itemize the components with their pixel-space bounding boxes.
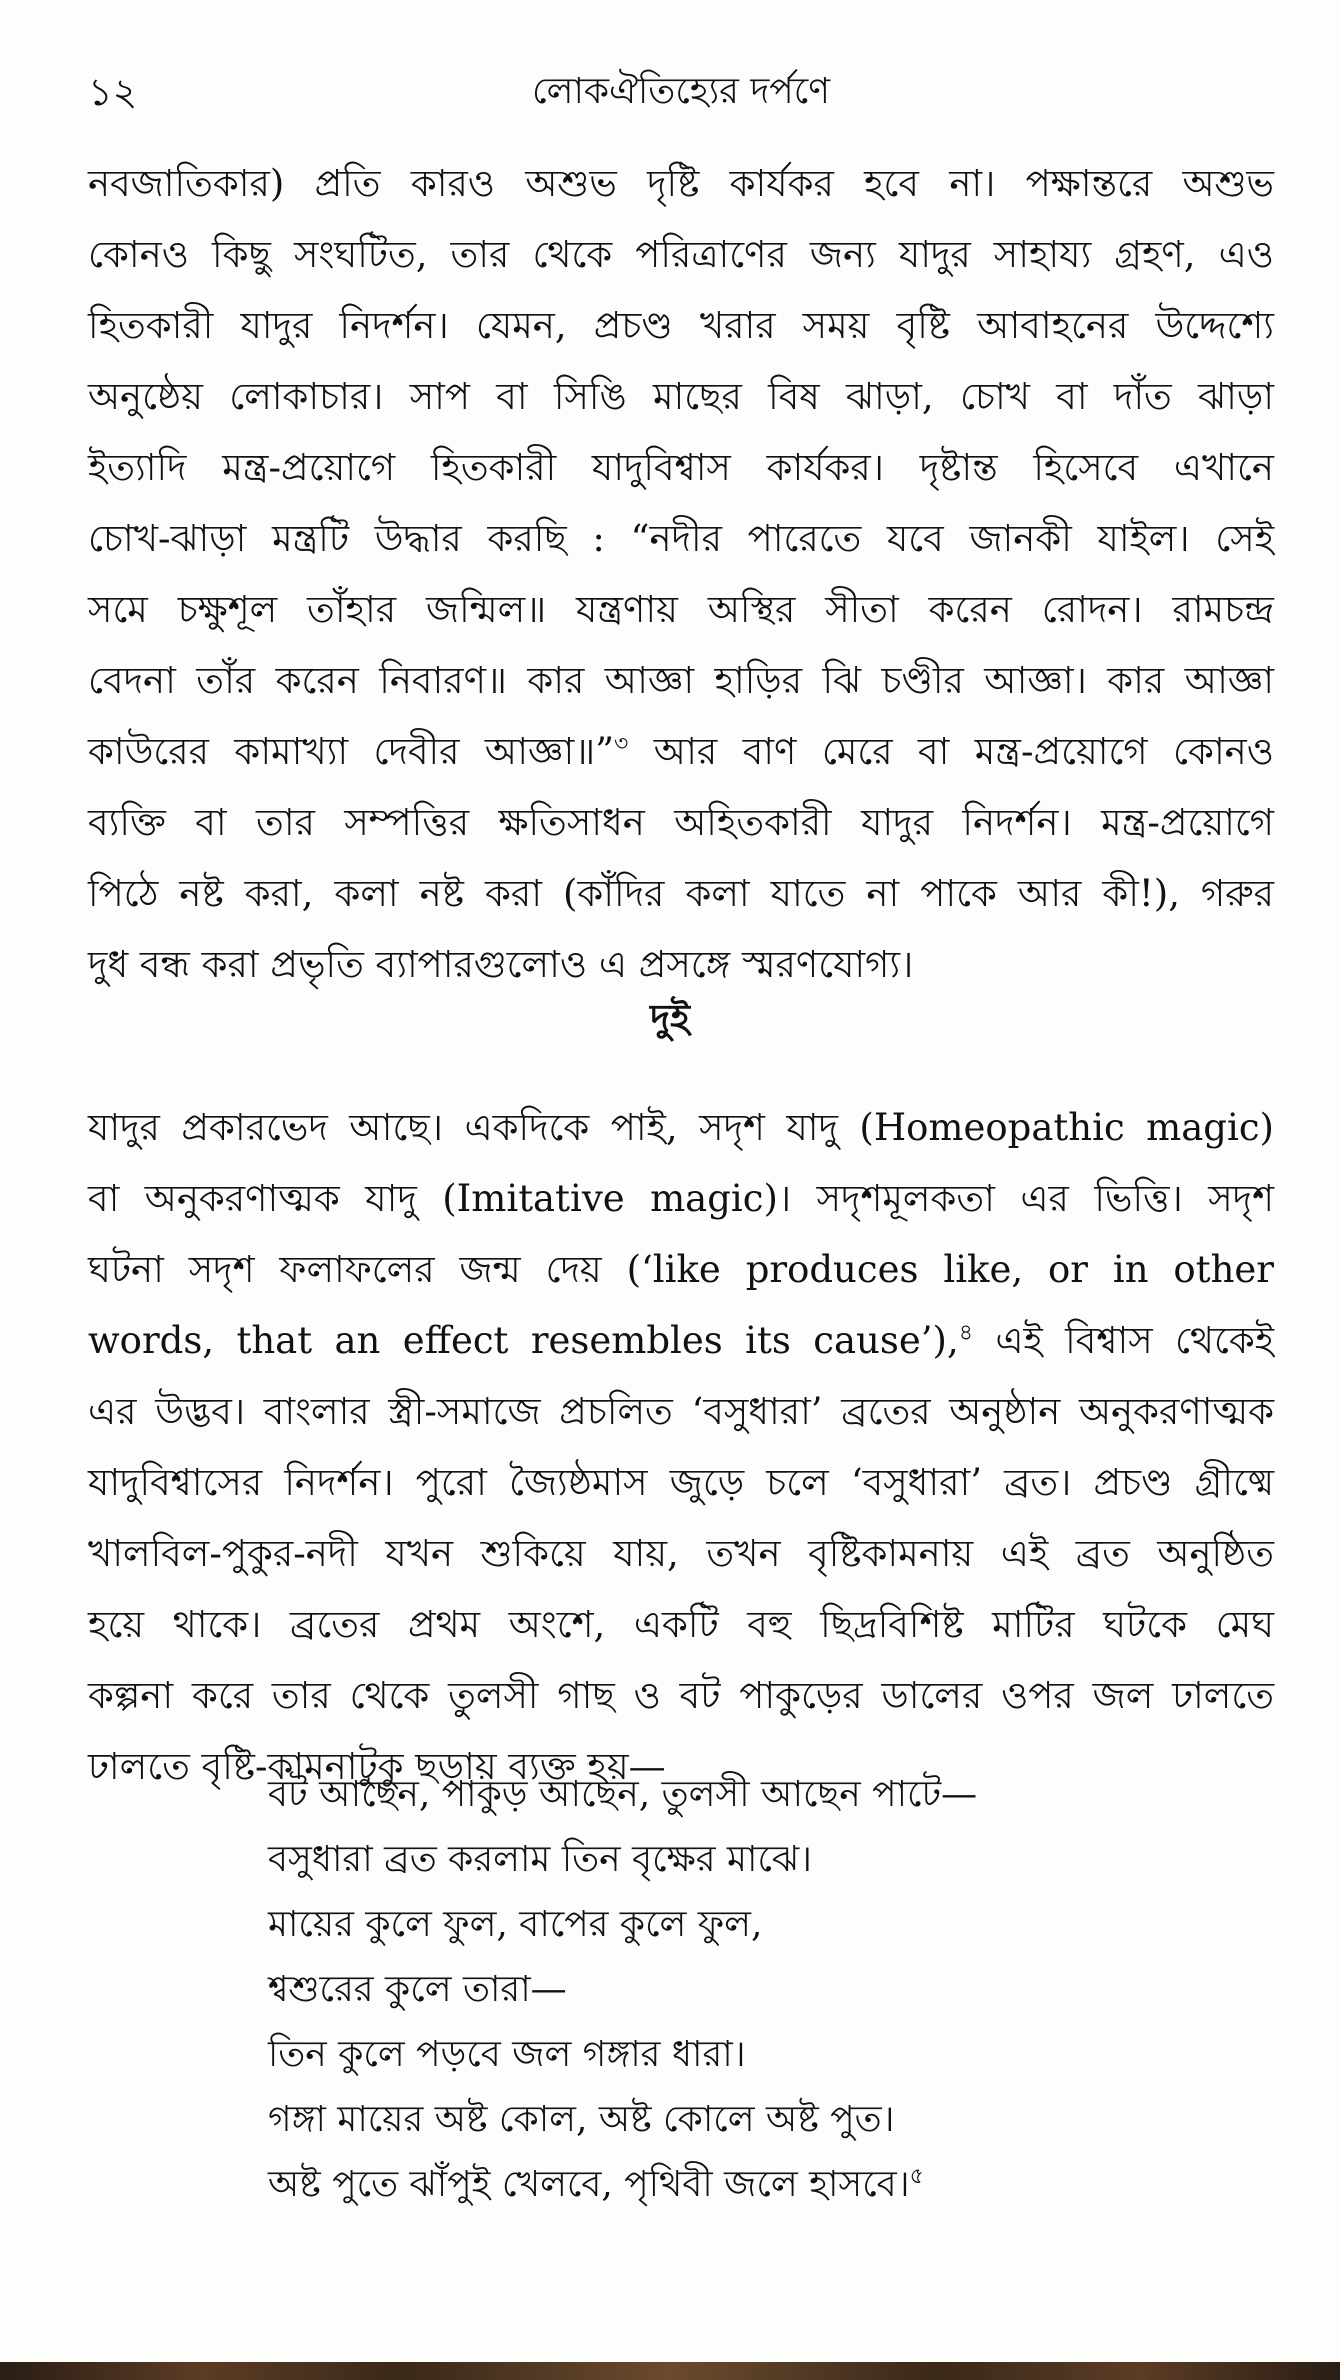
verse-line: শ্বশুরের কুলে তারা—: [268, 1969, 567, 2010]
page-number: ১২: [88, 70, 138, 114]
paragraph-line: অনুষ্ঠেয় লোকাচার। সাপ বা সিঙি মাছের বিষ ঝাড়া, চোখ বা দাঁত ঝাড়া: [88, 375, 1274, 418]
paragraph-line: কল্পনা করে তার থেকে তুলসী গাছ ও বট পাকুড়ের ডালের ওপর জল ঢালতে: [88, 1674, 1274, 1717]
verse-block: [268, 1762, 1168, 2217]
paragraph-line: চোখ-ঝাড়া মন্ত্রটি উদ্ধার করছি : “নদীর পারেতে যবে জানকী যাইল। সেই: [88, 517, 1274, 560]
footnote-ref-3[interactable]: ৩: [614, 731, 629, 757]
verse-line: মায়ের কুলে ফুল, বাপের কুলে ফুল,: [268, 1904, 763, 1945]
paragraph-one: [88, 148, 1274, 1000]
paragraph-line: হিতকারী যাদুর নিদর্শন। যেমন, প্রচণ্ড খরার সময় বৃষ্টি আবাহনের উদ্দেশ্যে: [88, 304, 1274, 347]
paragraph-line: ইত্যাদি মন্ত্র-প্রয়োগে হিতকারী যাদুবিশ্বাস কার্যকর। দৃষ্টান্ত হিসেবে এখানে: [88, 446, 1274, 489]
paragraph-line: বা অনুকরণাত্মক যাদু (Imitative magic)। সদৃশমূলকতা এর ভিত্তি। সদৃশ: [88, 1177, 1274, 1220]
verse-line-with-footnote: [268, 2152, 1168, 2217]
quote-text: words, that an effect resembles its cause’),: [88, 1319, 959, 1362]
paragraph-line-with-footnote: [88, 716, 1274, 787]
paragraph-line: ব্যক্তি বা তার সম্পত্তির ক্ষতিসাধন অহিতকারী যাদুর নিদর্শন। মন্ত্র-প্রয়োগে: [88, 801, 1274, 844]
footnote-ref-4[interactable]: ৪: [958, 1320, 973, 1346]
running-title: লোকঐতিহ্যের দর্পণে: [532, 71, 830, 112]
paragraph-line: এর উদ্ভব। বাংলার স্ত্রী-সমাজে প্রচলিত ‘বসুধারা’ ব্রতের অনুষ্ঠান অনুকরণাত্মক: [88, 1390, 1274, 1433]
paragraph-two: [88, 1092, 1274, 1802]
page-header: [88, 62, 1274, 122]
quote-end-text: কাউরের কামাখ্যা দেবীর আজ্ঞা॥”: [88, 730, 615, 773]
line-tail-text: এই বিশ্বাস থেকেই: [972, 1319, 1274, 1362]
paragraph-line: পিঠে নষ্ট করা, কলা নষ্ট করা (কাঁদির কলা যাতে না পাকে আর কী!), গরুর: [88, 872, 1274, 915]
paragraph-line: কোনও কিছু সংঘটিত, তার থেকে পরিত্রাণের জন্য যাদুর সাহায্য গ্রহণ, এও: [88, 233, 1274, 276]
paragraph-line: দুধ বন্ধ করা প্রভৃতি ব্যাপারগুলোও এ প্রসঙ্গে স্মরণযোগ্য।: [88, 943, 914, 986]
verse-line: বট আছেন, পাকুড় আছেন, তুলসী আছেন পাটে—: [268, 1774, 978, 1815]
paragraph-line: সমে চক্ষুশূল তাঁহার জন্মিল॥ যন্ত্রণায় অস্থির সীতা করেন রোদন। রামচন্দ্র: [88, 588, 1274, 631]
verse-text: অষ্ট পুতে ঝাঁপুই খেলবে, পৃথিবী জলে হাসবে।: [268, 2164, 910, 2205]
paragraph-line: ঢালতে বৃষ্টি-কামনাটুকু ছড়ায় ব্যক্ত হয়—: [88, 1745, 666, 1788]
verse-line: গঙ্গা মায়ের অষ্ট কোল, অষ্ট কোলে অষ্ট পুত।: [268, 2099, 895, 2140]
paragraph-line: যাদুবিশ্বাসের নিদর্শন। পুরো জ্যৈষ্ঠমাস জুড়ে চলে ‘বসুধারা’ ব্রত। প্রচণ্ড গ্রীষ্মে: [88, 1461, 1274, 1504]
footnote-ref-5[interactable]: ৫: [909, 2164, 924, 2189]
verse-line: তিন কুলে পড়বে জল গঙ্গার ধারা।: [268, 2034, 746, 2075]
paragraph-line-with-footnote: [88, 1305, 1274, 1376]
line-tail-text: আর বাণ মেরে বা মন্ত্র-প্রয়োগে কোনও: [628, 730, 1274, 773]
verse-line: বসুধারা ব্রত করলাম তিন বৃক্ষের মাঝে।: [268, 1839, 813, 1880]
paragraph-line: যাদুর প্রকারভেদ আছে। একদিকে পাই, সদৃশ যাদু (Homeopathic magic): [88, 1106, 1274, 1149]
section-heading: দুই: [650, 995, 690, 1040]
paragraph-line: বেদনা তাঁর করেন নিবারণ॥ কার আজ্ঞা হাড়ির ঝি চণ্ডীর আজ্ঞা। কার আজ্ঞা: [88, 659, 1274, 702]
paragraph-line: খালবিল-পুকুর-নদী যখন শুকিয়ে যায়, তখন বৃষ্টিকামনায় এই ব্রত অনুষ্ঠিত: [88, 1532, 1274, 1575]
scan-bottom-edge: [0, 2362, 1340, 2380]
paragraph-line: ঘটনা সদৃশ ফলাফলের জন্ম দেয় (‘like produces like, or in other: [88, 1248, 1274, 1291]
paragraph-line: হয়ে থাকে। ব্রতের প্রথম অংশে, একটি বহু ছিদ্রবিশিষ্ট মাটির ঘটকে মেঘ: [88, 1603, 1274, 1646]
paragraph-line: নবজাতিকার) প্রতি কারও অশুভ দৃষ্টি কার্যকর হবে না। পক্ষান্তরে অশুভ: [88, 162, 1274, 205]
